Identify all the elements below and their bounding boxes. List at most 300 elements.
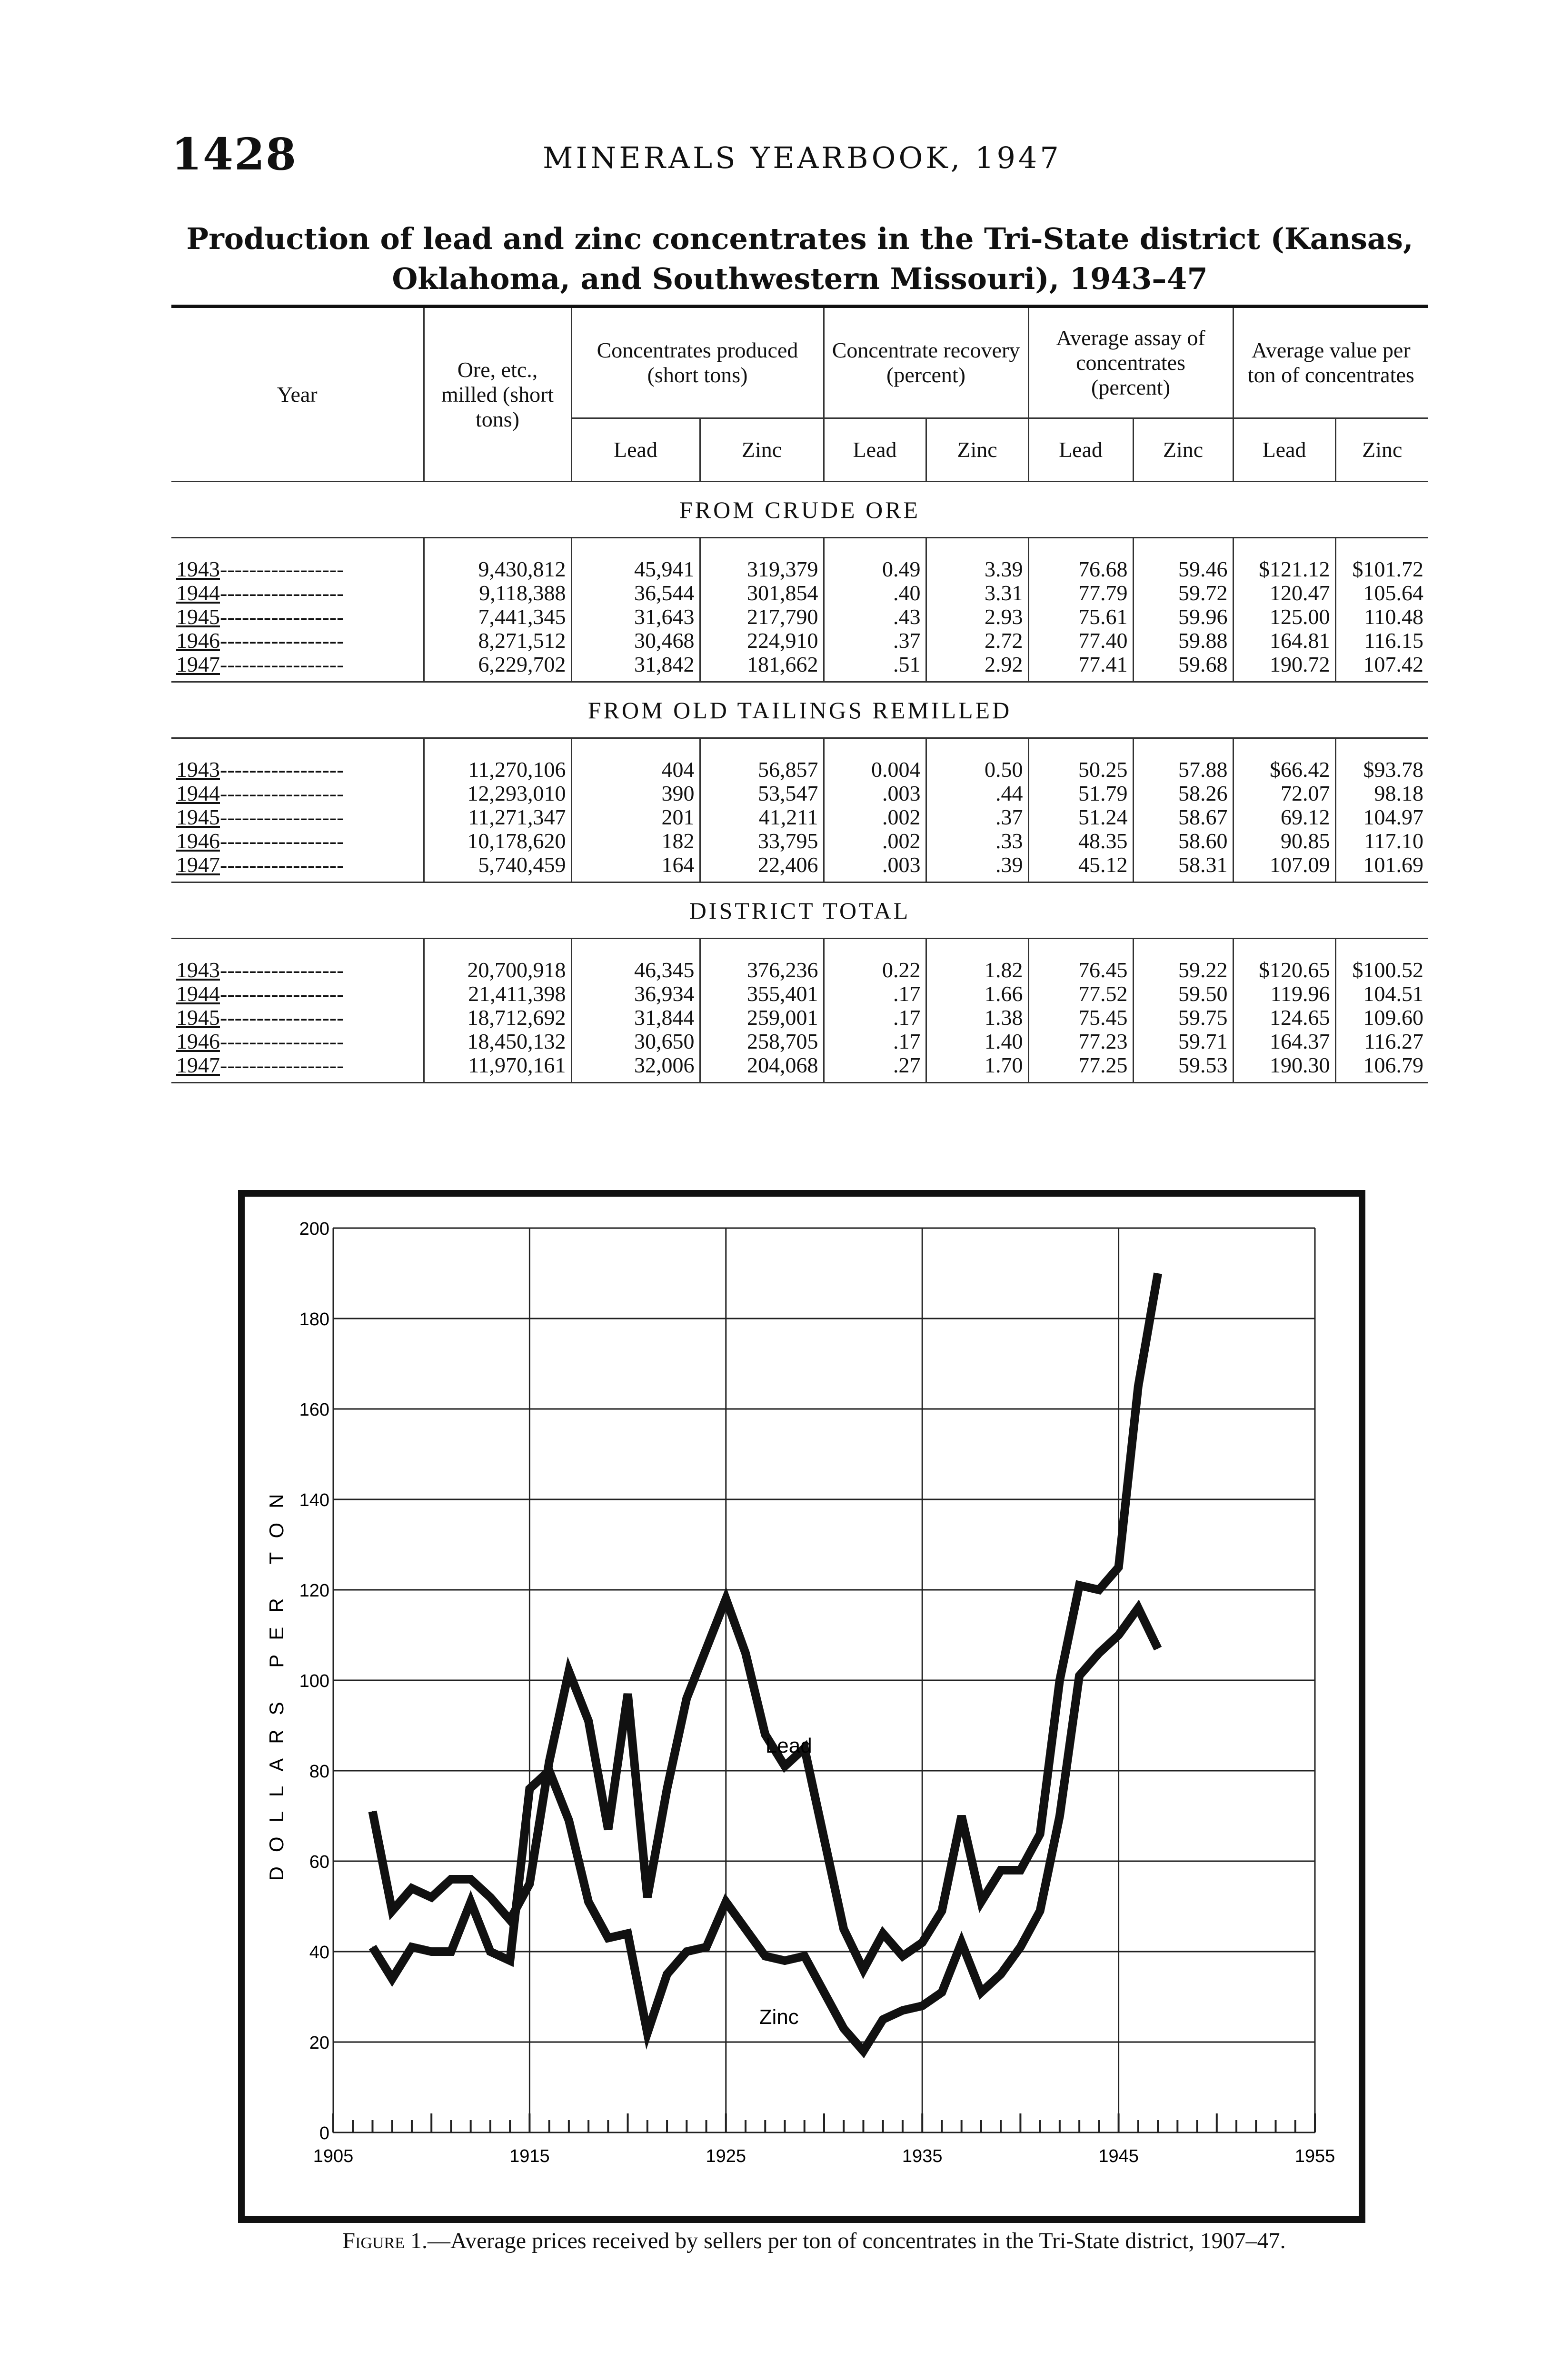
value-cell: 0.004 [824, 738, 926, 782]
value-cell: 259,001 [700, 1006, 824, 1030]
data-point-zinc [785, 1960, 786, 1961]
value-cell: 50.25 [1028, 738, 1133, 782]
leader-dashes: ----------------- [220, 653, 344, 676]
header-recovery: Concentrate recovery (percent) [824, 307, 1028, 418]
year-label: 1944 [176, 782, 220, 805]
value-cell: 5,740,459 [424, 853, 571, 883]
y-tick-label: 200 [299, 1219, 329, 1239]
data-point-lead [843, 1929, 844, 1930]
data-point-zinc [1138, 1607, 1139, 1608]
data-point-zinc [431, 1951, 432, 1952]
data-point-zinc [1118, 1635, 1119, 1636]
figure-label: Figure 1. [342, 2228, 428, 2253]
year-label: 1944 [176, 581, 220, 605]
data-point-lead [981, 1902, 982, 1903]
value-cell: .44 [926, 782, 1028, 805]
header-year: Year [277, 382, 318, 407]
year-cell [171, 629, 424, 653]
table-row [171, 1030, 1428, 1053]
y-tick-label: 120 [299, 1581, 329, 1601]
data-point-zinc [824, 1992, 825, 1993]
value-cell: 10,178,620 [424, 829, 571, 853]
value-cell: .37 [926, 805, 1028, 829]
table-row [171, 939, 1428, 982]
y-tick-label: 40 [309, 1943, 329, 1963]
value-cell: 117.10 [1335, 829, 1428, 853]
value-cell: 1.70 [926, 1053, 1028, 1083]
value-cell: 120.47 [1233, 581, 1335, 605]
value-cell: 31,842 [571, 653, 700, 682]
value-cell: 1.82 [926, 939, 1028, 982]
value-cell: 33,795 [700, 829, 824, 853]
value-cell: 11,271,347 [424, 805, 571, 829]
value-cell: 7,441,345 [424, 605, 571, 629]
value-cell: 164.37 [1233, 1030, 1335, 1053]
value-cell: 107.42 [1335, 653, 1428, 682]
series-line-lead [373, 1273, 1158, 1970]
table-row [171, 629, 1428, 653]
year-label: 1947 [176, 653, 220, 676]
value-cell: 69.12 [1233, 805, 1335, 829]
value-cell: 12,293,010 [424, 782, 571, 805]
year-label: 1946 [176, 1030, 220, 1053]
value-cell: 21,411,398 [424, 982, 571, 1006]
year-cell [171, 782, 424, 805]
data-point-lead [1079, 1585, 1080, 1586]
year-cell [171, 738, 424, 782]
y-tick-label: 100 [299, 1671, 329, 1691]
page-number: 1428 [171, 129, 298, 180]
data-point-zinc [568, 1820, 569, 1821]
leader-dashes: ----------------- [220, 581, 344, 605]
data-point-lead [1118, 1567, 1119, 1568]
y-tick-label: 0 [319, 2123, 329, 2143]
x-tick-label: 1905 [313, 2146, 354, 2166]
value-cell: 59.71 [1133, 1030, 1233, 1053]
data-point-lead [450, 1879, 451, 1880]
value-cell: 2.93 [926, 605, 1028, 629]
value-cell: 110.48 [1335, 605, 1428, 629]
table-row [171, 538, 1428, 582]
data-point-zinc [1000, 1974, 1001, 1975]
value-cell: 22,406 [700, 853, 824, 883]
year-label: 1947 [176, 853, 220, 877]
value-cell: 390 [571, 782, 700, 805]
value-cell: 36,544 [571, 581, 700, 605]
value-cell: 77.40 [1028, 629, 1133, 653]
year-cell [171, 829, 424, 853]
value-cell: 190.30 [1233, 1053, 1335, 1083]
data-point-lead [1098, 1589, 1099, 1590]
value-cell: 31,844 [571, 1006, 700, 1030]
table-row [171, 738, 1428, 782]
value-cell: 45,941 [571, 538, 700, 582]
value-cell: 0.50 [926, 738, 1028, 782]
value-cell: 59.72 [1133, 581, 1233, 605]
data-point-lead [549, 1761, 550, 1762]
data-point-zinc [922, 2005, 923, 2006]
value-cell: 59.75 [1133, 1006, 1233, 1030]
data-point-zinc [1098, 1653, 1099, 1654]
value-cell: .17 [824, 1006, 926, 1030]
value-cell: .51 [824, 653, 926, 682]
value-cell: 98.18 [1335, 782, 1428, 805]
value-cell: 59.22 [1133, 939, 1233, 982]
value-cell: 125.00 [1233, 605, 1335, 629]
section-title: DISTRICT TOTAL [689, 897, 911, 924]
value-cell: 57.88 [1133, 738, 1233, 782]
y-tick-label: 60 [309, 1852, 329, 1872]
value-cell: 1.38 [926, 1006, 1028, 1030]
value-cell: 116.15 [1335, 629, 1428, 653]
data-point-lead [647, 1897, 648, 1898]
data-point-lead [941, 1911, 942, 1912]
data-point-zinc [392, 1978, 393, 1979]
header-ore-milled: Ore, etc., milled (short tons) [424, 307, 571, 482]
value-cell: 404 [571, 738, 700, 782]
data-point-zinc [981, 1992, 982, 1993]
data-point-zinc [686, 1951, 687, 1952]
y-tick-label: 160 [299, 1400, 329, 1420]
value-cell: $100.52 [1335, 939, 1428, 982]
value-cell: 107.09 [1233, 853, 1335, 883]
value-cell: 124.65 [1233, 1006, 1335, 1030]
value-cell: 18,712,692 [424, 1006, 571, 1030]
value-cell: 0.22 [824, 939, 926, 982]
value-cell: 2.92 [926, 653, 1028, 682]
year-label: 1945 [176, 805, 220, 829]
value-cell: $120.65 [1233, 939, 1335, 982]
value-cell: .17 [824, 1030, 926, 1053]
value-cell: .17 [824, 982, 926, 1006]
data-point-lead [883, 1933, 884, 1934]
header-assay: Average assay of concentrates (percent) [1028, 307, 1233, 418]
production-table [171, 305, 1428, 1083]
x-tick-label: 1915 [509, 2146, 550, 2166]
value-cell: 72.07 [1233, 782, 1335, 805]
data-point-lead [1138, 1386, 1139, 1387]
data-point-zinc [607, 1938, 608, 1939]
data-point-lead [706, 1648, 707, 1649]
value-cell: 59.96 [1133, 605, 1233, 629]
subheader-zinc: Zinc [926, 418, 1028, 482]
value-cell: 0.49 [824, 538, 926, 582]
section-header-row [171, 482, 1428, 538]
value-cell: .43 [824, 605, 926, 629]
year-label: 1943 [176, 958, 220, 982]
data-point-zinc [863, 2051, 864, 2052]
value-cell: 58.31 [1133, 853, 1233, 883]
year-label: 1944 [176, 982, 220, 1006]
value-cell: 58.67 [1133, 805, 1233, 829]
x-tick-label: 1935 [902, 2146, 943, 2166]
subheader-zinc: Zinc [1133, 418, 1233, 482]
y-tick-label: 180 [299, 1309, 329, 1329]
value-cell: 56,857 [700, 738, 824, 782]
value-cell: 45.12 [1028, 853, 1133, 883]
value-cell: 1.66 [926, 982, 1028, 1006]
data-point-zinc [549, 1770, 550, 1771]
data-point-zinc [588, 1902, 589, 1903]
table-row [171, 805, 1428, 829]
year-cell [171, 982, 424, 1006]
year-label: 1943 [176, 757, 220, 782]
value-cell: 77.23 [1028, 1030, 1133, 1053]
data-point-zinc [902, 2010, 903, 2011]
value-cell: 2.72 [926, 629, 1028, 653]
y-axis-label: DOLLARS PER TON [265, 1479, 288, 1881]
data-point-lead [1040, 1834, 1041, 1835]
value-cell: 119.96 [1233, 982, 1335, 1006]
value-cell: 105.64 [1335, 581, 1428, 605]
subheader-zinc: Zinc [1335, 418, 1428, 482]
value-cell: .003 [824, 782, 926, 805]
subheader-lead: Lead [824, 418, 926, 482]
value-cell: 30,468 [571, 629, 700, 653]
subheader-lead: Lead [1028, 418, 1133, 482]
x-tick-label: 1955 [1294, 2146, 1335, 2166]
table-row [171, 1053, 1428, 1083]
data-point-lead [686, 1698, 687, 1699]
data-point-zinc [1040, 1911, 1041, 1912]
value-cell: 58.60 [1133, 829, 1233, 853]
value-cell: .37 [824, 629, 926, 653]
value-cell: 182 [571, 829, 700, 853]
y-tick-label: 80 [309, 1762, 329, 1782]
value-cell: 224,910 [700, 629, 824, 653]
value-cell: 76.68 [1028, 538, 1133, 582]
value-cell: 59.53 [1133, 1053, 1233, 1083]
value-cell: 53,547 [700, 782, 824, 805]
table-row [171, 829, 1428, 853]
year-label: 1943 [176, 557, 220, 581]
value-cell: 75.45 [1028, 1006, 1133, 1030]
value-cell: 11,270,106 [424, 738, 571, 782]
table-row [171, 982, 1428, 1006]
value-cell: 77.52 [1028, 982, 1133, 1006]
data-point-zinc [1157, 1648, 1158, 1649]
data-point-lead [863, 1969, 864, 1970]
value-cell: 51.24 [1028, 805, 1133, 829]
data-point-zinc [470, 1902, 471, 1903]
value-cell: 58.26 [1133, 782, 1233, 805]
leader-dashes: ----------------- [220, 805, 344, 829]
data-point-lead [745, 1653, 746, 1654]
leader-dashes: ----------------- [220, 853, 344, 877]
value-cell: 109.60 [1335, 1006, 1428, 1030]
value-cell: 201 [571, 805, 700, 829]
data-point-zinc [706, 1947, 707, 1948]
value-cell: 9,430,812 [424, 538, 571, 582]
value-cell: $93.78 [1335, 738, 1428, 782]
table-row [171, 782, 1428, 805]
data-point-zinc [627, 1933, 628, 1934]
value-cell: 3.39 [926, 538, 1028, 582]
value-cell: .002 [824, 829, 926, 853]
value-cell: 164 [571, 853, 700, 883]
table-title: Production of lead and zinc concentrates in the Tri-State district (Kansas, Oklahoma, and Southwestern Missouri), 1943–47 [186, 221, 1413, 296]
data-point-zinc [745, 1929, 746, 1930]
value-cell: 11,970,161 [424, 1053, 571, 1083]
year-label: 1945 [176, 1006, 220, 1030]
value-cell: 77.79 [1028, 581, 1133, 605]
value-cell: 77.25 [1028, 1053, 1133, 1083]
value-cell: .40 [824, 581, 926, 605]
y-tick-label: 20 [309, 2033, 329, 2053]
value-cell: 104.51 [1335, 982, 1428, 1006]
data-point-zinc [529, 1788, 530, 1789]
value-cell: .27 [824, 1053, 926, 1083]
year-cell [171, 538, 424, 582]
data-point-lead [1000, 1870, 1001, 1871]
value-cell: 301,854 [700, 581, 824, 605]
section-header-row [171, 883, 1428, 939]
value-cell: 319,379 [700, 538, 824, 582]
data-point-lead [1020, 1870, 1021, 1871]
value-cell: 77.41 [1028, 653, 1133, 682]
value-cell: 76.45 [1028, 939, 1133, 982]
running-head: MINERALS YEARBOOK, 1947 [543, 140, 1062, 175]
leader-dashes: ----------------- [220, 1006, 344, 1030]
leader-dashes: ----------------- [220, 557, 344, 581]
year-cell [171, 1006, 424, 1030]
year-cell [171, 805, 424, 829]
leader-dashes: ----------------- [220, 757, 344, 782]
data-point-zinc [1020, 1947, 1021, 1948]
series-label-lead: Lead [765, 1734, 812, 1757]
section-title: FROM OLD TAILINGS REMILLED [587, 696, 1012, 724]
table-row [171, 853, 1428, 883]
section-title: FROM CRUDE ORE [679, 496, 921, 523]
year-cell [171, 1053, 424, 1083]
value-cell: 59.88 [1133, 629, 1233, 653]
value-cell: 217,790 [700, 605, 824, 629]
value-cell: 41,211 [700, 805, 824, 829]
data-point-lead [431, 1897, 432, 1898]
value-cell: 1.40 [926, 1030, 1028, 1053]
value-cell: 204,068 [700, 1053, 824, 1083]
data-point-zinc [372, 1947, 373, 1948]
data-point-zinc [961, 1942, 962, 1943]
value-cell: 104.97 [1335, 805, 1428, 829]
data-point-zinc [804, 1956, 805, 1957]
data-point-zinc [941, 1992, 942, 1993]
x-tick-label: 1945 [1098, 2146, 1139, 2166]
value-cell: 59.46 [1133, 538, 1233, 582]
value-cell: 8,271,512 [424, 629, 571, 653]
data-point-zinc [490, 1951, 491, 1952]
value-cell: 106.79 [1335, 1053, 1428, 1083]
value-cell: 258,705 [700, 1030, 824, 1053]
table-row [171, 653, 1428, 682]
figure-caption [200, 2228, 1428, 2254]
value-cell: $66.42 [1233, 738, 1335, 782]
leader-dashes: ----------------- [220, 605, 344, 629]
year-label: 1947 [176, 1053, 220, 1077]
value-cell: 3.31 [926, 581, 1028, 605]
value-cell: 31,643 [571, 605, 700, 629]
year-label: 1945 [176, 605, 220, 629]
data-point-lead [490, 1897, 491, 1898]
value-cell: 181,662 [700, 653, 824, 682]
data-point-lead [392, 1911, 393, 1912]
figure-caption-text: —Average prices received by sellers per ton of concentrates in the Tri-State district, 1907–47. [428, 2228, 1286, 2253]
value-cell: 46,345 [571, 939, 700, 982]
data-point-lead [470, 1879, 471, 1880]
year-cell [171, 653, 424, 682]
value-cell: 48.35 [1028, 829, 1133, 853]
value-cell: 164.81 [1233, 629, 1335, 653]
table-row [171, 1006, 1428, 1030]
data-point-zinc [411, 1947, 412, 1948]
value-cell: .003 [824, 853, 926, 883]
value-cell: 116.27 [1335, 1030, 1428, 1053]
data-point-zinc [843, 2028, 844, 2029]
leader-dashes: ----------------- [220, 958, 344, 982]
value-cell: 376,236 [700, 939, 824, 982]
value-cell: 90.85 [1233, 829, 1335, 853]
table-row [171, 605, 1428, 629]
value-cell: 18,450,132 [424, 1030, 571, 1053]
value-cell: 32,006 [571, 1053, 700, 1083]
year-cell [171, 605, 424, 629]
value-cell: .002 [824, 805, 926, 829]
data-point-lead [372, 1811, 373, 1812]
price-line-chart [238, 1190, 1365, 2223]
data-point-lead [607, 1829, 608, 1830]
x-tick-label: 1925 [706, 2146, 746, 2166]
value-cell: 36,934 [571, 982, 700, 1006]
data-point-zinc [765, 1956, 766, 1957]
value-cell: 51.79 [1028, 782, 1133, 805]
value-cell: $121.12 [1233, 538, 1335, 582]
data-point-zinc [883, 2019, 884, 2020]
value-cell: 59.68 [1133, 653, 1233, 682]
year-cell [171, 1030, 424, 1053]
value-cell: 101.69 [1335, 853, 1428, 883]
year-cell [171, 581, 424, 605]
y-tick-label: 140 [299, 1490, 329, 1510]
data-point-lead [627, 1694, 628, 1695]
data-point-zinc [450, 1951, 451, 1952]
value-cell: 6,229,702 [424, 653, 571, 682]
subheader-zinc: Zinc [700, 418, 824, 482]
data-point-lead [902, 1956, 903, 1957]
value-cell: 75.61 [1028, 605, 1133, 629]
table-body [171, 482, 1428, 1083]
data-point-lead [568, 1671, 569, 1672]
value-cell: .39 [926, 853, 1028, 883]
section-header-row [171, 682, 1428, 738]
value-cell: .33 [926, 829, 1028, 853]
leader-dashes: ----------------- [220, 1030, 344, 1053]
data-point-lead [785, 1766, 786, 1767]
subheader-lead: Lead [571, 418, 700, 482]
value-cell: 30,650 [571, 1030, 700, 1053]
value-cell: $101.72 [1335, 538, 1428, 582]
year-label: 1946 [176, 829, 220, 853]
data-point-lead [824, 1838, 825, 1839]
table-row [171, 581, 1428, 605]
leader-dashes: ----------------- [220, 982, 344, 1006]
data-point-lead [961, 1815, 962, 1816]
header-concentrates: Concentrates produced (short tons) [571, 307, 824, 418]
series-label-zinc: Zinc [759, 2005, 799, 2029]
data-point-lead [411, 1888, 412, 1889]
value-cell: 9,118,388 [424, 581, 571, 605]
data-point-zinc [1059, 1815, 1060, 1816]
year-cell [171, 853, 424, 883]
